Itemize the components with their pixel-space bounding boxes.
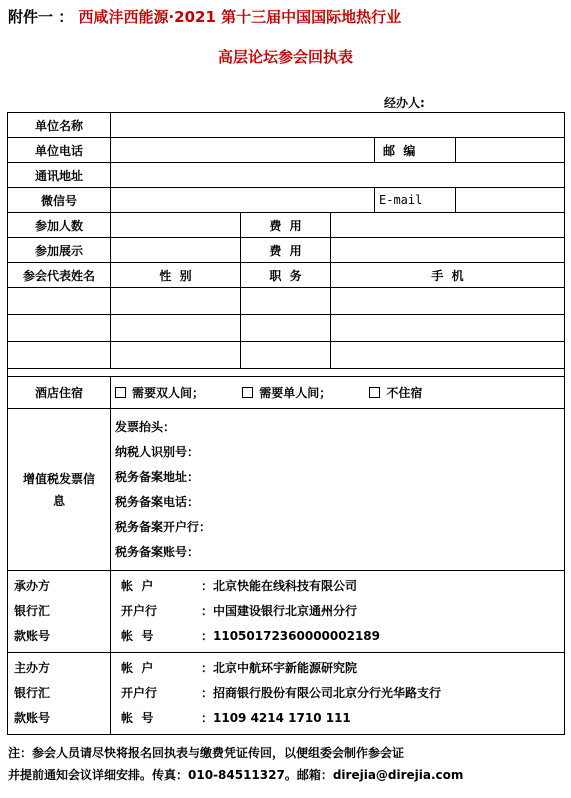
wechat-field[interactable] [111,188,375,213]
position-header: 职 务 [241,263,331,288]
invoice-line: 纳税人识别号： [115,444,200,459]
email-label: E-mail [375,188,456,213]
rep-cell[interactable] [331,315,565,342]
handler-label: 经办人: [384,96,425,110]
rep-cell[interactable] [241,342,331,369]
address-field[interactable] [111,163,565,188]
company-name-field[interactable] [111,113,565,138]
title-line-1 [8,6,401,27]
gender-header: 性 别 [111,263,241,288]
rep-name-header: 参会代表姓名 [8,263,111,288]
mobile-header: 手 机 [331,263,565,288]
wechat-label: 微信号 [8,188,111,213]
rep-cell[interactable] [111,315,241,342]
exhibition-field[interactable] [111,238,241,263]
company-phone-label: 单位电话 [8,138,111,163]
exhibition-label: 参加展示 [8,238,111,263]
rep-cell[interactable] [8,288,111,315]
footnote [8,742,564,786]
hotel-option-none[interactable]: 不住宿 [369,386,428,400]
bank2-label: 主办方 银行汇 款账号 [8,653,111,735]
rep-cell[interactable] [331,342,565,369]
invoice-line: 税务备案电话： [115,494,200,509]
rep-cell[interactable] [8,315,111,342]
registration-form [7,112,565,735]
attendees-label: 参加人数 [8,213,111,238]
footnote-line-1: 注：参会人员请尽快将报名回执表与缴费凭证传回，以便组委会制作参会证 [8,746,405,760]
hotel-option-single[interactable]: 需要单人间； [242,386,337,400]
address-label: 通讯地址 [8,163,111,188]
invoice-fields [111,409,565,571]
company-name-label: 单位名称 [8,113,111,138]
rep-cell[interactable] [111,288,241,315]
spacer-row [8,369,565,377]
rep-cell[interactable] [111,342,241,369]
rep-cell[interactable] [241,288,331,315]
postcode-label: 邮 编 [375,138,456,163]
invoice-line: 税务备案开户行： [115,519,212,534]
footnote-line-2: 并提前通知会议详细安排。传真：010-84511327。邮箱：direjia@direjia.com [8,768,464,782]
postcode-field[interactable] [456,138,565,163]
checkbox-icon[interactable] [369,387,380,398]
company-phone-field[interactable] [111,138,375,163]
checkbox-icon[interactable] [242,387,253,398]
checkbox-icon[interactable] [115,387,126,398]
rep-cell[interactable] [331,288,565,315]
fee-field-2[interactable] [331,238,565,263]
bank1-label: 承办方 银行汇 款账号 [8,571,111,653]
attachment-prefix: 附件一 ： [8,8,74,26]
fee-field-1[interactable] [331,213,565,238]
invoice-label: 增值税发票信息 [8,409,111,571]
invoice-line: 税务备案地址： [115,469,200,484]
rep-cell[interactable] [8,342,111,369]
invoice-line: 税务备案账号： [115,544,200,559]
event-title: 西咸沣西能源·2021 第十三届中国国际地热行业 [78,8,402,26]
email-field[interactable] [456,188,565,213]
bank2-details: 帐 户 ：北京中航环宇新能源研究院 开户行 ：招商银行股份有限公司北京分行光华路支行 帐 号 ：1109 4214 1710 111 [111,653,565,735]
bank1-details: 帐 户 ：北京快能在线科技有限公司 开户行 ：中国建设银行北京通州分行 帐 号 ：11050172360000002189 [111,571,565,653]
invoice-line: 发票抬头： [115,419,176,434]
attendees-field[interactable] [111,213,241,238]
form-title: 高层论坛参会回执表 [217,48,353,66]
hotel-options [111,377,565,409]
hotel-option-double[interactable]: 需要双人间； [115,386,210,400]
fee-label-2: 费 用 [241,238,331,263]
hotel-label: 酒店住宿 [8,377,111,409]
rep-cell[interactable] [241,315,331,342]
fee-label-1: 费 用 [241,213,331,238]
